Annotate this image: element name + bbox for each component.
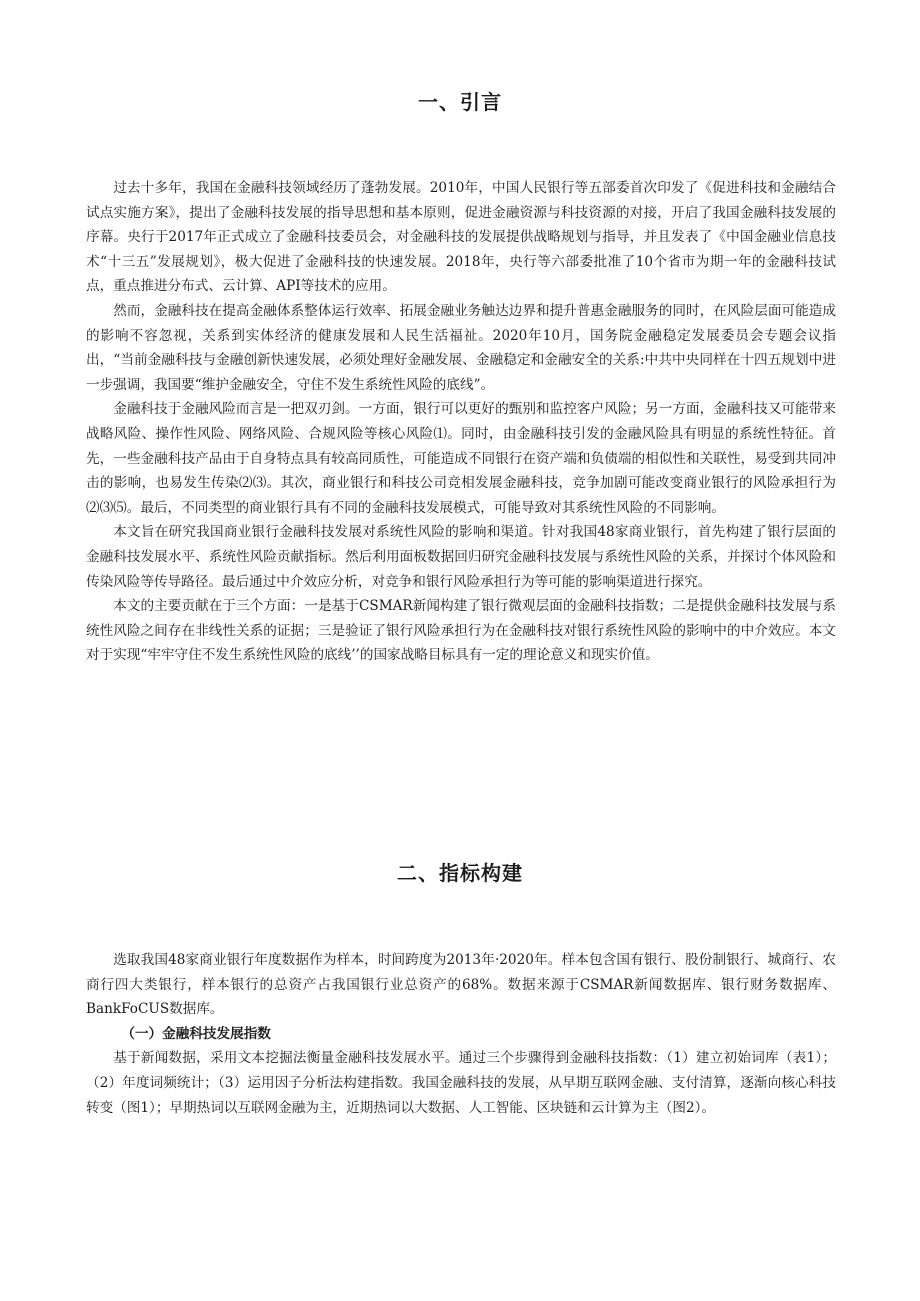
intro-paragraph-5: 本文的主要贡献在于三个方面：一是基于CSMAR新闻构建了银行微观层面的金融科技指数；二是提供金融科技发展与系统性风险之间存在非线性关系的证据；三是验证了银行风险承担行为在金融科技对银行系统性风险的影响中的中介效应。本文对于实现“牢牢守住不发生系统性风险的底线’’的国家战略目标具有一定的理论意义和现实价值。: [86, 598, 836, 664]
subsection-heading-fintech-index: （一）金融科技发展指数: [121, 1025, 271, 1042]
intro-paragraph-1: 过去十多年，我国在金融科技领域经历了蓬勃发展。2010年，中国人民银行等五部委首次印发了《促进科技和金融结合试点实施方案》，提出了金融科技发展的指导思想和基本原则，促进金融资源与科技资源的对接，开启了我国金融科技发展的序幕。央行于2017年正式成立了金融科技委员会，对金融科技的发展提供战略规划与指导，并且发表了《中国金融业信息技术“十三五”发展规划》，极大促进了金融科技的快速发展。2018年，央行等六部委批准了10个省市为期一年的金融科技试点，重点推进分布式、云计算、API等技术的应用。: [86, 180, 836, 295]
intro-paragraph-2: 然而，金融科技在提高金融体系整体运行效率、拓展金融业务触达边界和提升普惠金融服务的同时，在风险层面可能造成的影响不容忽视，关系到实体经济的健康发展和人民生活福祉。2020年10月，国务院金融稳定发展委员会专题会议指出，“当前金融科技与金融创新快速发展，必须处理好金融发展、金融稳定和金融安全的关系:中共中央同样在十四五规划中进一步强调，我国要“维护金融安全，守住不发生系统性风险的底线”。: [86, 302, 836, 393]
fintech-index-paragraph: 基于新闻数据，采用文本挖掘法衡量金融科技发展水平。通过三个步骤得到金融科技指数：（1）建立初始词库（表1）；（2）年度词频统计；（3）运用因子分析法构建指数。我国金融科技的发展，从早期互联网金融、支付清算，逐渐向核心科技转变（图1）；早期热词以互联网金融为主，近期热词以大数据、人工智能、区块链和云计算为主（图2）。: [86, 1050, 836, 1116]
indicator-construction-body: [86, 948, 836, 1120]
section-heading-indicator-construction: 二、指标构建: [397, 861, 523, 885]
introduction-body: [86, 176, 836, 668]
intro-paragraph-3: 金融科技于金融风险而言是一把双刃剑。一方面，银行可以更好的甄别和监控客户风险；另一方面，金融科技又可能带来战略风险、操作性风险、网络风险、合规风险等核心风险⑴。同时，由金融科技引发的金融风险具有明显的系统性特征。首先，一些金融科技产品由于自身特点具有较高同质性，可能造成不同银行在资产端和负债端的相似性和关联性，易受到共同冲击的影响，也易发生传染⑵⑶。其次，商业银行和科技公司竞相发展金融科技，竞争加剧可能改变商业银行的风险承担行为⑵⑶⑸。最后，不同类型的商业银行具有不同的金融科技发展模式，可能导致对其系统性风险的不同影响。: [86, 401, 836, 516]
intro-paragraph-4: 本文旨在研究我国商业银行金融科技发展对系统性风险的影响和渠道。针对我国48家商业银行，首先构建了银行层面的金融科技发展水平、系统性风险贡献指标。然后利用面板数据回归研究金融科技发展与系统性风险的关系，并探讨个体风险和传染风险等传导路径。最后通过中介效应分析，对竞争和银行风险承担行为等可能的影响渠道进行探究。: [86, 524, 836, 590]
section-heading-introduction: 一、引言: [418, 90, 502, 114]
sample-description-paragraph: 选取我国48家商业银行年度数据作为样本，时间跨度为2013年·2020年。样本包含国有银行、股份制银行、城商行、农商行四大类银行，样本银行的总资产占我国银行业总资产的68%。数据来源于CSMAR新闻数据库、银行财务数据库、BankFoCUS数据库。: [86, 952, 836, 1018]
